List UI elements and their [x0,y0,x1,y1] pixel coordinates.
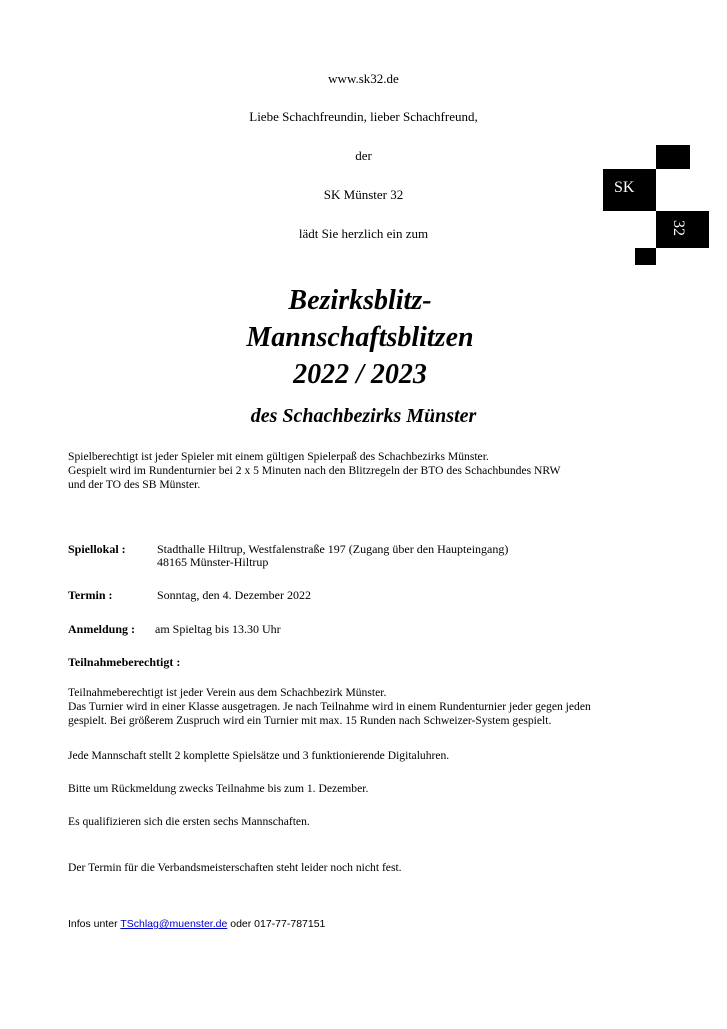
club-logo [600,145,710,265]
spiellokal-city: 48165 Münster-Hiltrup [157,555,269,569]
anmeldung-label: Anmeldung : [68,622,136,636]
footer-phone: oder 017-77-787151 [227,918,326,930]
greeting-text: Liebe Schachfreundin, lieber Schachfreund, [249,109,478,124]
termin-label: Termin : [68,588,113,602]
termin-value: Sonntag, den 4. Dezember 2022 [157,588,311,602]
article-text: der [355,148,372,163]
spiellokal-address: Stadthalle Hiltrup, Westfalenstraße 197 (Zugang über den Haupteingang) [157,542,509,556]
intro-paragraph [68,450,718,492]
spiellokal-label: Spiellokal : [68,542,126,556]
rules-line: gespielt. Bei größerem Zuspruch wird ein Turnier mit max. 15 Runden nach Schweizer-System gespielt. [68,714,552,727]
title-line-3: 2022 / 2023 [293,359,427,390]
club-name: SK Münster 32 [323,187,404,202]
logo-text-32: 32 [670,220,687,236]
logo-text-sk: SK [614,179,635,196]
rules-line: Teilnahmeberechtigt ist jeder Verein aus dem Schachbezirk Münster. [68,686,387,699]
footer-info [68,918,325,930]
intro-line: und der TO des SB Münster. [68,478,201,491]
logo-square [656,145,690,169]
feedback-text: Bitte um Rückmeldung zwecks Teilnahme bis zum 1. Dezember. [68,782,369,795]
spiellokal-value [157,543,508,569]
website-text: www.sk32.de [328,71,399,86]
intro-line: Gespielt wird im Rundenturnier bei 2 x 5 Minuten nach den Blitzregeln der BTO des Schachbundes NRW [68,464,561,477]
title-line-2: Mannschaftsblitzen [246,322,474,353]
verband-text: Der Termin für die Verbandsmeisterschaften steht leider noch nicht fest. [68,861,402,874]
intro-line: Spielberechtigt ist jeder Spieler mit einem gültigen Spielerpaß des Schachbezirks Münster. [68,450,489,463]
anmeldung-value: am Spieltag bis 13.30 Uhr [155,622,281,636]
teilnahme-label: Teilnahmeberechtigt : [68,655,181,669]
invite-text: lädt Sie herzlich ein zum [298,226,429,241]
rules-paragraph [68,686,723,728]
title-line-1: Bezirksblitz- [288,285,432,316]
logo-square [635,248,656,265]
logo-square [656,211,709,248]
email-link[interactable]: TSchlag@muenster.de [120,918,228,930]
qualify-text: Es qualifizieren sich die ersten sechs Mannschaften. [68,815,310,828]
equipment-text: Jede Mannschaft stellt 2 komplette Spielsätze und 3 funktionierende Digitaluhren. [68,749,450,762]
footer-prefix: Infos unter [68,918,121,930]
rules-line: Das Turnier wird in einer Klasse ausgetragen. Je nach Teilnahme wird in einem Rundenturnier jeder gegen jeden [68,700,591,713]
subtitle: des Schachbezirks Münster [250,405,477,427]
logo-square [603,169,656,211]
